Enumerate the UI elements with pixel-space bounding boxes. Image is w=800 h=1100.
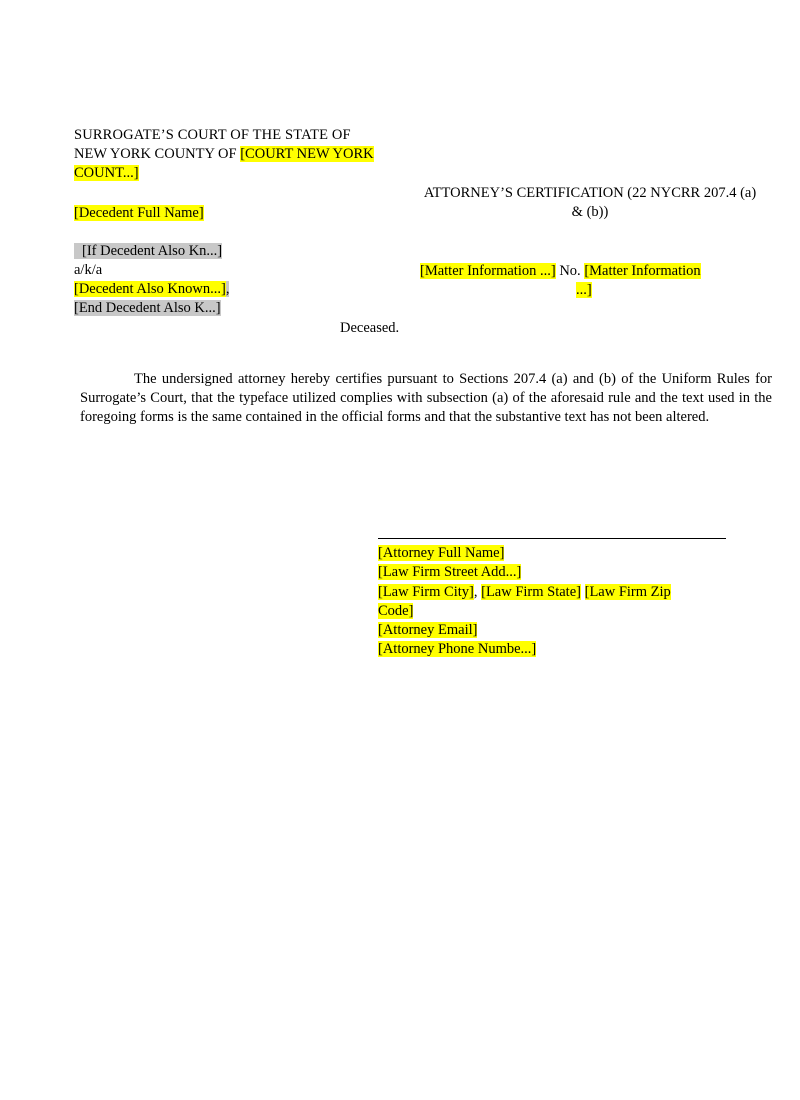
matter-number-field-cont[interactable]: ...] <box>576 282 592 298</box>
attorney-phone-row <box>378 640 738 659</box>
decedent-also-known-field[interactable]: [Decedent Also Known...] <box>74 281 226 297</box>
certification-body <box>80 370 772 428</box>
city-comma: , <box>473 583 478 600</box>
caption-line-2 <box>74 145 404 183</box>
certification-title-line-2: (22 NYCRR 207.4 (a) & (b)) <box>571 185 757 220</box>
decedent-name-row <box>74 204 404 223</box>
end-decedent-also-known-field[interactable]: [End Decedent Also K...] <box>74 300 221 316</box>
law-firm-city-state-zip-row <box>378 583 738 602</box>
attorney-phone-field[interactable]: [Attorney Phone Numbe...] <box>378 641 537 658</box>
caption-line-1: SURROGATE’S COURT OF THE STATE OF <box>74 127 351 143</box>
matter-number-line <box>420 262 770 300</box>
certification-body-text: The undersigned attorney hereby certifies pursuant to Sections 207.4 (a) and (b) of the Uniform Rules for Surrogate’s Court, that the typeface utilized complies with subsection (a) of the aforesaid rule and the text used in the foregoing forms is the same contained in the official forms and that the substantive text has not been altered. <box>80 371 772 426</box>
signature-block <box>378 544 738 660</box>
law-firm-zip-field-cont[interactable]: Code] <box>378 602 414 619</box>
attorney-name-row <box>378 544 738 563</box>
also-known-comma: , <box>225 281 230 297</box>
caption-county-prefix: NEW YORK COUNTY OF <box>74 146 241 162</box>
law-firm-zip-field[interactable]: [Law Firm Zip <box>584 583 671 600</box>
court-name-field[interactable]: [COURT NEW YORK COUNT...] <box>74 146 374 181</box>
end-also-known-row <box>74 299 404 318</box>
court-caption <box>74 126 404 183</box>
signature-rule <box>378 538 726 539</box>
matter-file-field[interactable]: [Matter Information ...] <box>420 263 556 279</box>
law-firm-city-field[interactable]: [Law Firm City] <box>378 583 474 600</box>
attorney-email-field[interactable]: [Attorney Email] <box>378 622 478 639</box>
deceased-label: Deceased. <box>340 320 400 336</box>
law-firm-state-field[interactable]: [Law Firm State] <box>481 583 581 600</box>
certification-title <box>420 184 760 222</box>
attorney-full-name-field[interactable]: [Attorney Full Name] <box>378 545 505 561</box>
law-firm-street-field[interactable]: [Law Firm Street Add...] <box>378 564 522 581</box>
aka-row: a/k/a <box>74 262 103 278</box>
matter-no-label: No. <box>559 263 581 279</box>
if-also-known-row <box>74 242 404 261</box>
attorney-email-row <box>378 621 738 640</box>
decedent-block <box>74 204 404 318</box>
decedent-full-name-field[interactable]: [Decedent Full Name] <box>74 205 204 221</box>
certification-title-line-1: ATTORNEY’S CERTIFICATION <box>423 185 624 201</box>
law-firm-street-row <box>378 563 738 582</box>
if-decedent-also-known-field[interactable]: [If Decedent Also Kn...] <box>74 243 222 259</box>
law-firm-zip-cont-row <box>378 602 738 621</box>
also-known-row <box>74 280 404 299</box>
matter-number-field[interactable]: [Matter Information <box>584 263 701 279</box>
decedent-spacer <box>74 223 404 242</box>
